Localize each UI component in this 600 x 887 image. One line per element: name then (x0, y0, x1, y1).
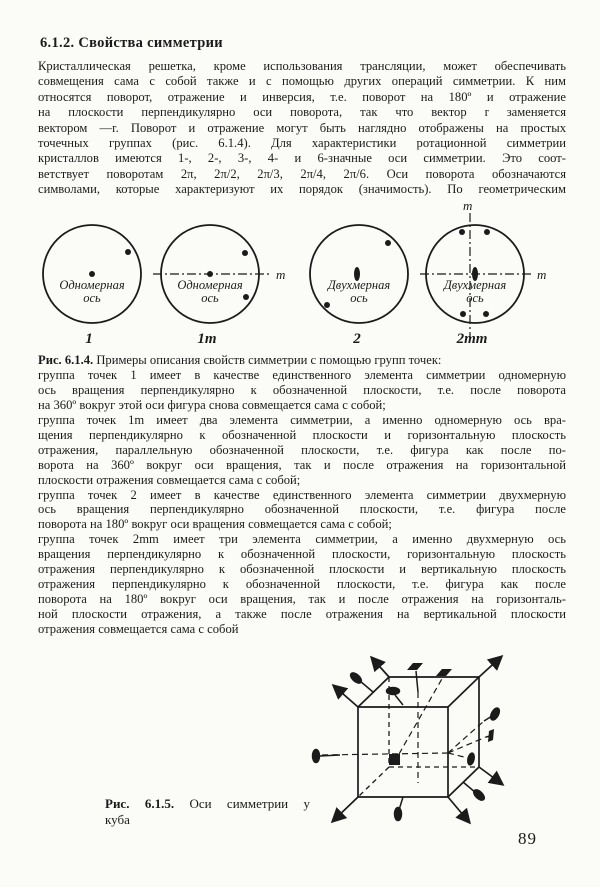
mirror-label-2mm-right: m (537, 267, 547, 282)
text-line: ось вращения перпендикулярно обозначенной плоскости, т.е. фигура после (38, 502, 566, 517)
text-line: совмещения сама с собой также и с помощью других операций симметрии. К ним (38, 74, 566, 89)
figure-615-caption-line2: куба (105, 811, 130, 827)
text-line: кристаллов имеются 1-, 2-, 3-, 4- и 6-значные оси симметрии. Это соот- (38, 151, 566, 166)
text-line: на плоскости перпендикулярно оси поворота, так что вектор r заменяется (38, 105, 566, 120)
text-line: ось вращения перпендикулярно к обозначенной плоскости, т.е. после поворота (38, 382, 566, 397)
mirror-label-2mm-top: m (463, 199, 473, 213)
circle-1m-text1: Одномерная (177, 278, 243, 292)
figure-615-caption-label: Рис. 6.1.5. (105, 796, 175, 811)
circle-2-text2: ось (350, 291, 368, 305)
text-line: поворота на 180º вокруг оси вращения, так и после отражения на горизонталь- (38, 592, 566, 607)
group-label-1m: 1m (197, 331, 217, 347)
circle-1-text1: Одномерная (59, 278, 125, 292)
group-label-1: 1 (85, 331, 93, 347)
circle-2-text1: Двухмерная (327, 278, 391, 292)
points-group-1 (89, 249, 131, 277)
figure-614-caption-label: Рис. 6.1.4. (38, 353, 94, 367)
text-line: вектором —r. Поворот и отражение могут быть наглядно отображены на простых (38, 120, 566, 135)
page-number: 89 (518, 829, 537, 848)
text-line: ной плоскости отражения, а также после отражения на вертикальной плоскости (38, 607, 566, 621)
figure-point-groups (0, 199, 600, 351)
text-line: точечных группах (рис. 6.1.4). Для характеристики ротационной симметрии (38, 135, 566, 150)
twofold-axis-symbols (313, 671, 502, 820)
figure-615-caption-text: Оси симметрии у (174, 796, 310, 811)
group-label-2mm: 2mm (456, 331, 488, 347)
figure-615-caption-line1 (105, 796, 310, 812)
figure-614-description (38, 368, 566, 637)
text-line: отражения, параллельную обозначенной плоскости, т.е. фигура как после по- (38, 442, 566, 457)
text-line: щения перпендикулярно к обозначенной плоскости и горизонтальную плоскость (38, 427, 566, 442)
text-line: отражения совмещается сама с собой (38, 621, 239, 636)
figure-614-caption (38, 353, 566, 368)
text-line: группа точек 1 имеет в качестве единственного элемента симметрии одномерную (38, 368, 566, 382)
text-line: символами, которые характеризуют их порядок (значимость). По геометрическим (38, 182, 566, 197)
circle-2mm-text2: ось (466, 291, 484, 305)
circle-1-text2: ось (83, 291, 101, 305)
text-line: поворота на 180º вокруг оси вращения совмещается сама с собой; (38, 517, 392, 532)
circle-1m-text2: ось (201, 291, 219, 305)
section-heading: 6.1.2. Свойства симметрии (40, 35, 223, 51)
text-line: отражения перпендикулярно к обозначенной плоскости, т.е. фигура как после (38, 577, 566, 592)
mirror-label-1m: m (276, 267, 286, 282)
text-line: ветствует поворотам 2π, 2π/2, 2π/3, 2π/4, 2π/6. Оси поворота обозначаются (38, 166, 566, 181)
text-line: плоскости отражения совмещается сама с собой; (38, 472, 301, 487)
figure-615-caption (105, 796, 310, 827)
text-line: вращения перпендикулярно к обозначенной плоскости, горизонтальную плоскость (38, 547, 566, 562)
intro-paragraph (38, 59, 566, 198)
text-line: относятся поворот, отражение и инверсия, т.е. поворот на 180º и отражение (38, 89, 566, 104)
figure-614-caption-text: Примеры описания свойств симметрии с помощью групп точек: (93, 353, 442, 367)
text-line: Кристаллическая решетка, кроме использования трансляции, может обеспечивать (38, 59, 566, 73)
group-label-2: 2 (353, 331, 361, 347)
text-line: ворота на 360º вокруг оси вращения, так и после отражения на горизонтальной (38, 457, 566, 472)
text-line: группа точек 2mm имеет три элемента симметрии, а именно двухмерную ось (38, 532, 566, 547)
text-line: группа точек 2 имеет в качестве единственного элемента симметрии двухмерную (38, 487, 566, 502)
circle-2mm-text1: Двухмерная (443, 278, 507, 292)
figure-cube-axes (300, 645, 590, 860)
text-line: на 360º вокруг этой оси фигура снова совмещается сама с собой; (38, 397, 386, 412)
text-line: отражения перпендикулярно к обозначенной плоскости и вертикальную плоскость (38, 562, 566, 577)
text-line: группа точек 1m имеет два элемента симметрии, а именно одномерную ось вра- (38, 412, 566, 427)
